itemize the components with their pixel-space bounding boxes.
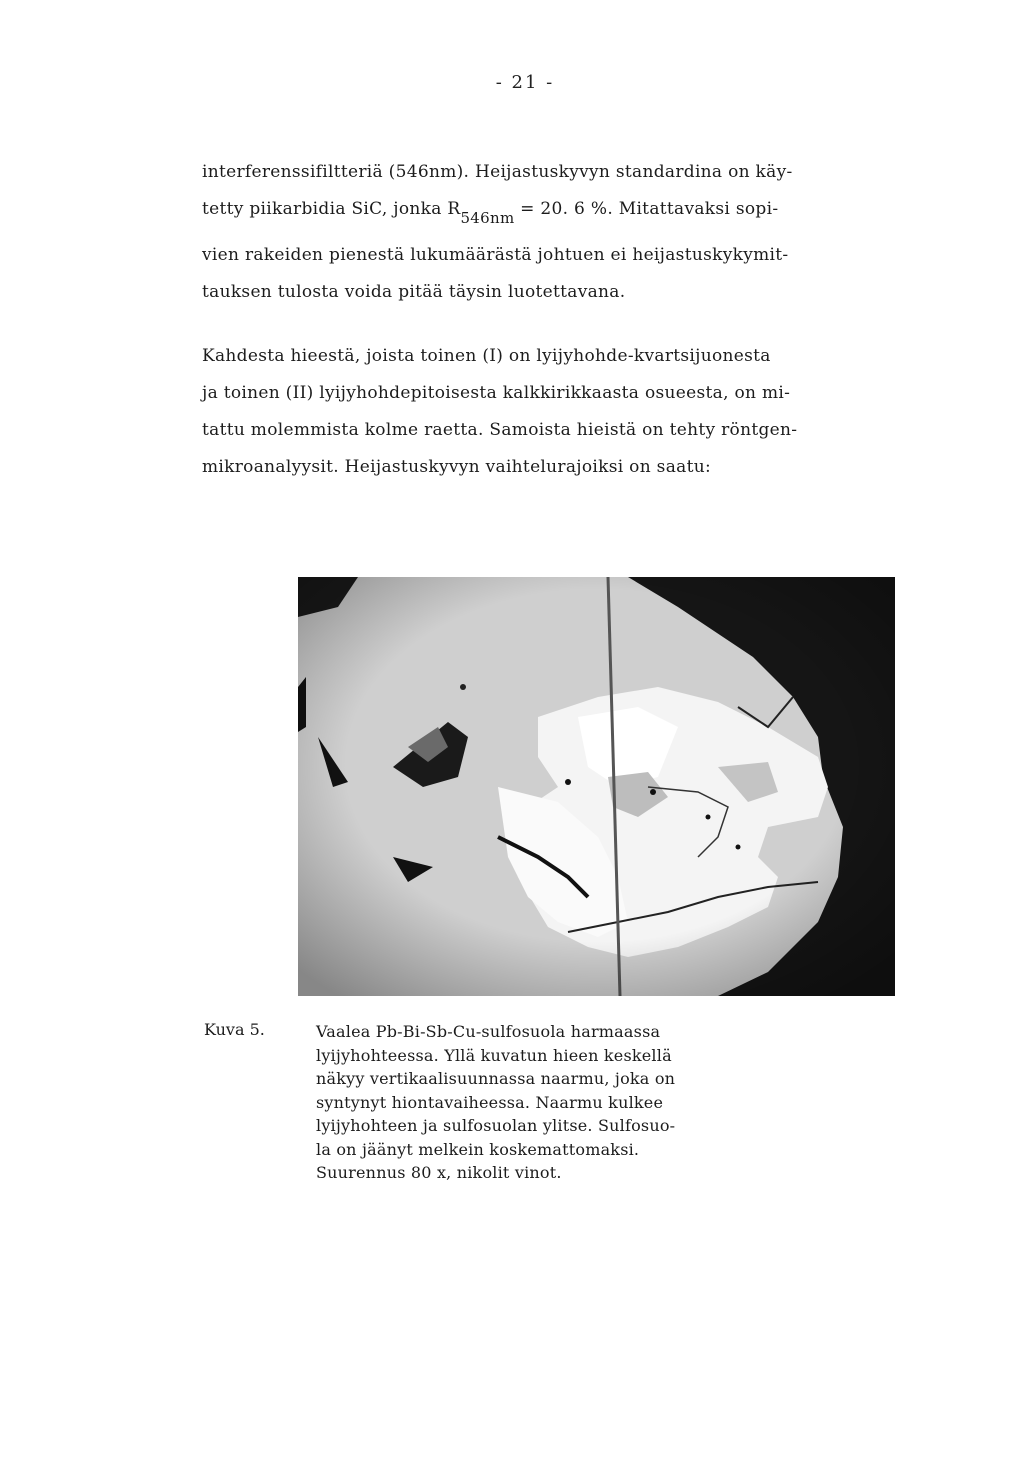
micrograph-photo [298,577,895,996]
paragraph-1-line-1: interferenssifiltteriä (546nm). Heijastuskyvyn standardina on käy- [202,162,793,182]
micrograph-image [298,577,895,996]
caption-line: syntynyt hiontavaiheessa. Naarmu kulkee [316,1092,664,1112]
paragraph-1-line-4: tauksen tulosta voida pitää täysin luotettavana. [202,282,626,302]
paragraph-2-line: ja toinen (II) lyijyhohdepitoisesta kalkkirikkaasta osueesta, on mi- [202,383,791,403]
page-number: - 21 - [495,72,555,93]
caption-line: lyijyhohteessa. Yllä kuvatun hieen keskellä [316,1045,672,1065]
wavelength-subscript: 546nm [460,209,515,227]
figure-label: Kuva 5. [204,1020,265,1039]
caption-line: näkyy vertikaalisuunnassa naarmu, joka on [316,1069,676,1088]
paragraph-1-line-2 [202,191,972,237]
figure-caption [316,1020,876,1185]
caption-line: Vaalea Pb-Bi-Sb-Cu-sulfosuola harmaassa [316,1022,661,1041]
caption-line: Suurennus 80 x, nikolit vinot. [316,1163,562,1182]
paragraph-2-line: mikroanalyysit. Heijastuskyvyn vaihtelurajoiksi on saatu: [202,457,711,477]
paragraph-1 [202,154,972,311]
paragraph-1-line-3: vien rakeiden pienestä lukumäärästä johtuen ei heijastuskykymit- [202,245,789,265]
paragraph-2-line: Kahdesta hieestä, joista toinen (I) on lyijyhohde-kvartsijuonesta [202,346,771,366]
line-2-start: tetty piikarbidia SiC, jonka R [202,199,461,219]
caption-line: lyijyhohteen ja sulfosuolan ylitse. Sulfosuo- [316,1116,676,1135]
caption-line: la on jäänyt melkein koskemattomaksi. [316,1139,640,1159]
paragraph-2 [202,338,972,486]
line-2-end: = 20. 6 %. Mitattavaksi sopi- [514,199,779,219]
paragraph-2-line: tattu molemmista kolme raetta. Samoista hieistä on tehty röntgen- [202,420,798,440]
